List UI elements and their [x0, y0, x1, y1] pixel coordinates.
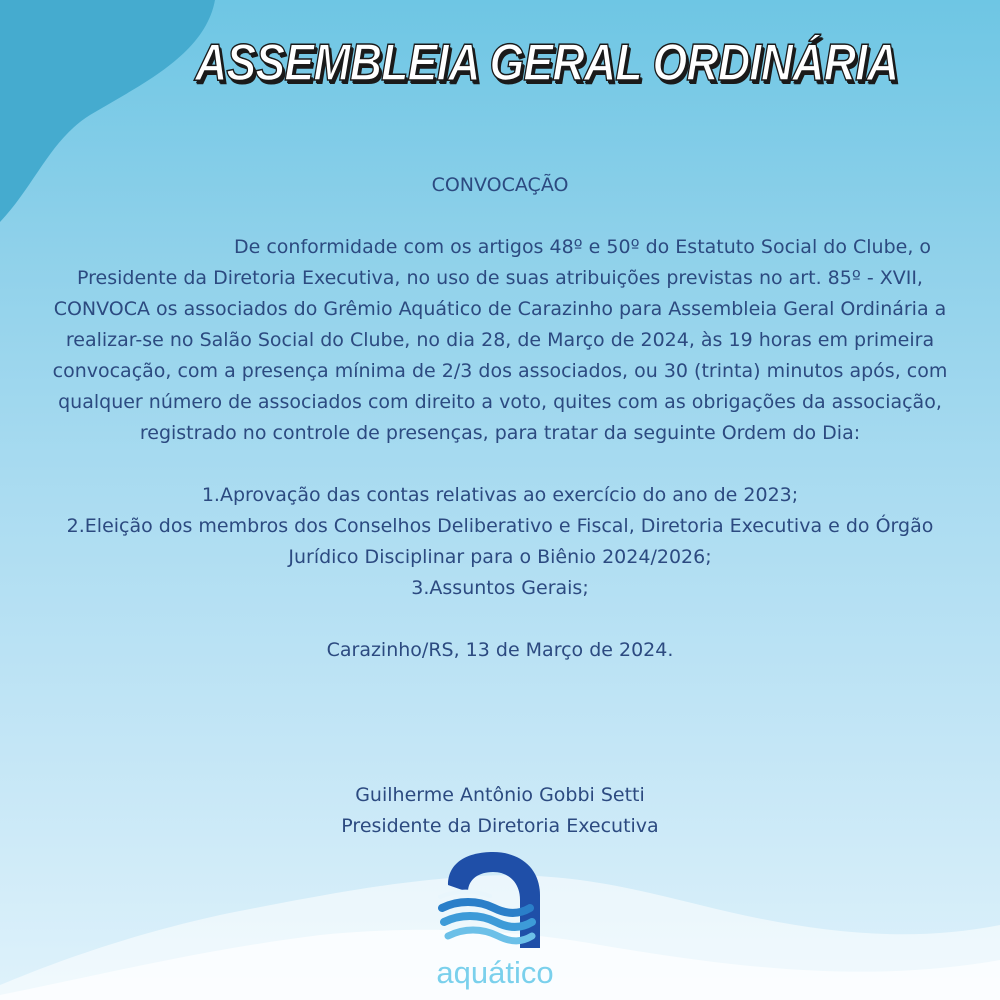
signer-name: Guilherme Antônio Gobbi Setti	[355, 784, 645, 806]
notice-heading: CONVOCAÇÃO	[431, 174, 569, 196]
place-date: Carazinho/RS, 13 de Março de 2024.	[326, 639, 674, 661]
agenda-list	[30, 480, 970, 604]
notice-paragraph: De conformidade com os artigos 48º e 50º do Estatuto Social do Clube, o Presidente da Diretoria Executiva, no uso de suas atribuições previstas no art. 85º - XVII, CONVOCA os associados do Grêmio Aquático de Carazinho para Assembleia Geral Ordinária a realizar-se no Salão Social do Clube, no dia 28, de Março de 2024, às 19 horas em primeira convocação, com a presença mínima de 2/3 dos associados, ou 30 (trinta) minutos após, com qualquer número de associados com direito a voto, quites com as obrigações da associação, registrado no controle de presenças, para tratar da seguinte Ordem do Dia:	[52, 236, 948, 444]
signature-block	[0, 780, 1000, 842]
aquatico-logo-icon	[438, 850, 550, 950]
agenda-item: 2.Eleição dos membros dos Conselhos Deliberativo e Fiscal, Diretoria Executiva e do Órgão Jurídico Disciplinar para o Biênio 2024/2026;	[66, 515, 934, 568]
agenda-item: 3.Assuntos Gerais;	[411, 577, 589, 599]
notice-body	[30, 170, 970, 666]
logo-text: aquático	[436, 955, 554, 990]
agenda-item: 1.Aprovação das contas relativas ao exercício do ano de 2023;	[201, 484, 799, 506]
signer-role: Presidente da Diretoria Executiva	[341, 815, 659, 837]
page-title: ASSEMBLEIA GERAL ORDINÁRIA	[195, 34, 899, 92]
